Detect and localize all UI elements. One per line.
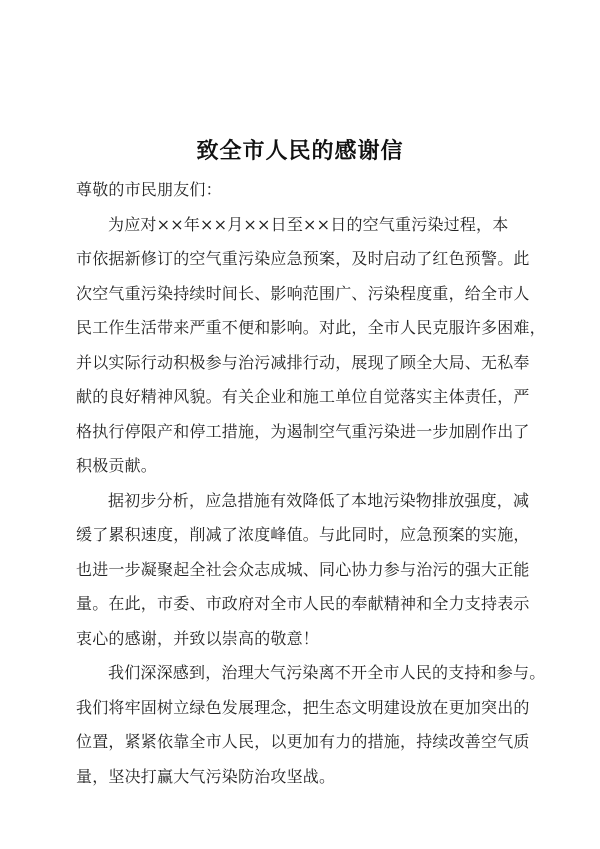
paragraph-line: 据初步分析，应急措施有效降低了本地污染物排放强度，减 [108, 490, 530, 510]
paragraph-line: 量。在此，市委、市政府对全市人民的奉献精神和全力支持表示 [76, 594, 530, 613]
paragraph-line: 献的良好精神风貌。有关企业和施工单位自觉落实主体责任，严 [76, 387, 530, 406]
paragraph [76, 661, 546, 799]
paragraph-line: 衷心的感谢，并致以崇高的敬意！ [76, 628, 320, 648]
paragraph [76, 489, 536, 662]
paragraph-line: 市依据新修订的空气重污染应急预案，及时启动了红色预警。此 [76, 249, 530, 268]
greeting: 尊敬的市民朋友们： [76, 180, 222, 199]
paragraph-line: 积极贡献。 [76, 456, 158, 475]
letter-title: 致全市人民的感谢信 [196, 138, 404, 164]
letter-body [76, 178, 546, 799]
paragraph [76, 213, 546, 489]
paragraph-line: 量，坚决打赢大气污染防治攻坚战。 [76, 766, 336, 786]
paragraphs [76, 213, 546, 800]
paragraph-line: 我们深深感到，治理大气污染离不开全市人民的支持和参与。 [108, 663, 546, 682]
paragraph-line: 格执行停限产和停工措施，为遏制空气重污染进一步加剧作出了 [76, 421, 530, 441]
paragraph-line: 并以实际行动积极参与治污减排行动，展现了顾全大局、无私奉 [76, 352, 530, 372]
paragraph-line: 也进一步凝聚起全社会众志成城、同心协力参与治污的强大正能 [76, 559, 530, 579]
paragraph-line: 我们将牢固树立绿色发展理念，把生态文明建设放在更加突出的 [76, 697, 530, 717]
paragraph-line: 位置，紧紧依靠全市人民，以更加有力的措施，持续改善空气质 [76, 732, 530, 751]
paragraph-line: 民工作生活带来严重不便和影响。对此，全市人民克服许多困难， [76, 318, 546, 337]
paragraph-line: 次空气重污染持续时间长、影响范围广、污染程度重，给全市人 [76, 283, 530, 303]
paragraph-line: 为应对××年××月××日至××日的空气重污染过程，本 [108, 214, 509, 234]
paragraph-line: 缓了累积速度，削减了浓度峰值。与此同时，应急预案的实施， [76, 525, 530, 544]
